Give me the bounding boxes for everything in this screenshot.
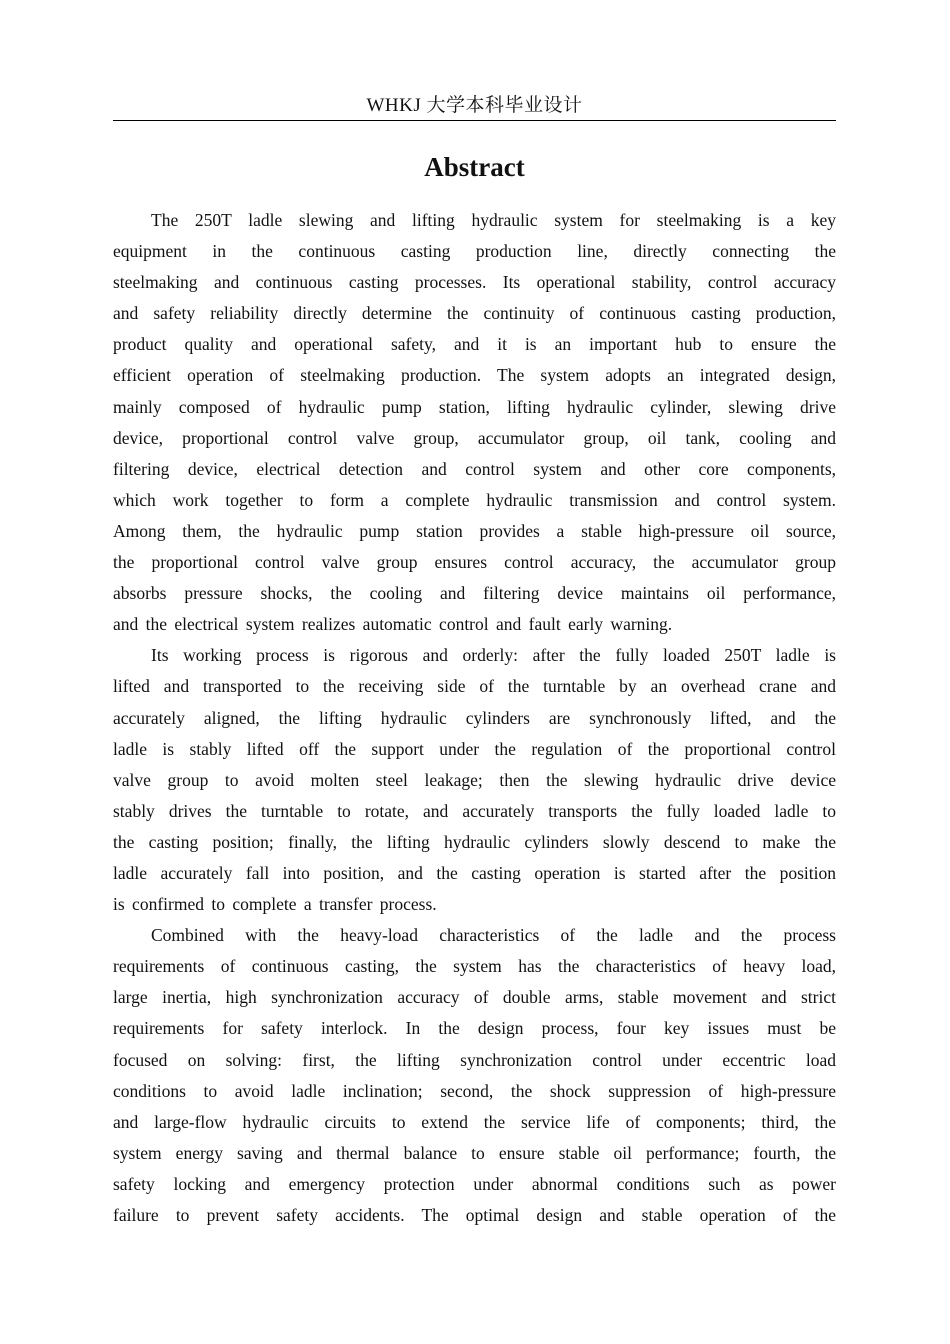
text-line: efficient operation of steelmaking production. The system adopts an integrated design, bbox=[113, 365, 836, 386]
paragraph-1 bbox=[113, 205, 836, 640]
text-line: is confirmed to complete a transfer process. bbox=[113, 894, 437, 915]
text-line: Among them, the hydraulic pump station provides a stable high-pressure oil source, bbox=[113, 520, 836, 541]
text-line: the proportional control valve group ensures control accuracy, the accumulator group bbox=[113, 552, 836, 573]
text-line: The 250T ladle slewing and lifting hydraulic system for steelmaking is a key bbox=[151, 210, 836, 230]
text-line: and large-flow hydraulic circuits to extend the service life of components; third, the bbox=[113, 1111, 836, 1132]
text-line: valve group to avoid molten steel leakage; then the slewing hydraulic drive device bbox=[113, 769, 836, 790]
text-line: the casting position; finally, the lifting hydraulic cylinders slowly descend to make the bbox=[113, 831, 836, 852]
text-line: steelmaking and continuous casting processes. Its operational stability, control accuracy bbox=[113, 272, 836, 293]
text-line: system energy saving and thermal balance to ensure stable oil performance; fourth, the bbox=[113, 1142, 836, 1163]
paragraph-2 bbox=[113, 640, 836, 920]
abstract-body bbox=[113, 205, 836, 1231]
text-line: large inertia, high synchronization accuracy of double arms, stable movement and strict bbox=[113, 987, 836, 1008]
text-line: which work together to form a complete hydraulic transmission and control system. bbox=[113, 489, 836, 510]
text-line: accurately aligned, the lifting hydraulic cylinders are synchronously lifted, and the bbox=[113, 707, 836, 728]
text-line: absorbs pressure shocks, the cooling and filtering device maintains oil performance, bbox=[113, 583, 836, 604]
text-line: and safety reliability directly determine the continuity of continuous casting production, bbox=[113, 303, 836, 324]
text-line: filtering device, electrical detection and control system and other core components, bbox=[113, 458, 836, 479]
text-line: lifted and transported to the receiving side of the turntable by an overhead crane and bbox=[113, 676, 836, 697]
text-line: ladle accurately fall into position, and the casting operation is started after the position bbox=[113, 862, 836, 883]
running-header: WHKJ 大学本科毕业设计 bbox=[113, 92, 836, 121]
abstract-title: Abstract bbox=[424, 152, 525, 182]
text-line: ladle is stably lifted off the support under the regulation of the proportional control bbox=[113, 738, 836, 759]
paragraph-3 bbox=[113, 920, 836, 1231]
text-line: and the electrical system realizes automatic control and fault early warning. bbox=[113, 614, 673, 635]
text-line: device, proportional control valve group, accumulator group, oil tank, cooling and bbox=[113, 427, 836, 448]
text-line: Combined with the heavy-load characteristics of the ladle and the process bbox=[151, 925, 836, 946]
text-line: safety locking and emergency protection under abnormal conditions such as power bbox=[113, 1173, 836, 1194]
text-line: stably drives the turntable to rotate, and accurately transports the fully loaded ladle to bbox=[113, 800, 836, 821]
text-line: equipment in the continuous casting production line, directly connecting the bbox=[113, 241, 836, 262]
text-line: focused on solving: first, the lifting synchronization control under eccentric load bbox=[113, 1049, 836, 1070]
text-line: requirements for safety interlock. In the design process, four key issues must be bbox=[113, 1018, 836, 1039]
text-line: conditions to avoid ladle inclination; second, the shock suppression of high-pressure bbox=[113, 1080, 836, 1101]
text-line: Its working process is rigorous and orderly: after the fully loaded 250T ladle is bbox=[151, 645, 836, 666]
text-line: mainly composed of hydraulic pump station, lifting hydraulic cylinder, slewing drive bbox=[113, 396, 836, 417]
text-line: product quality and operational safety, and it is an important hub to ensure the bbox=[113, 334, 836, 355]
text-line: failure to prevent safety accidents. The optimal design and stable operation of the bbox=[113, 1205, 836, 1225]
text-line: requirements of continuous casting, the system has the characteristics of heavy load, bbox=[113, 956, 836, 977]
